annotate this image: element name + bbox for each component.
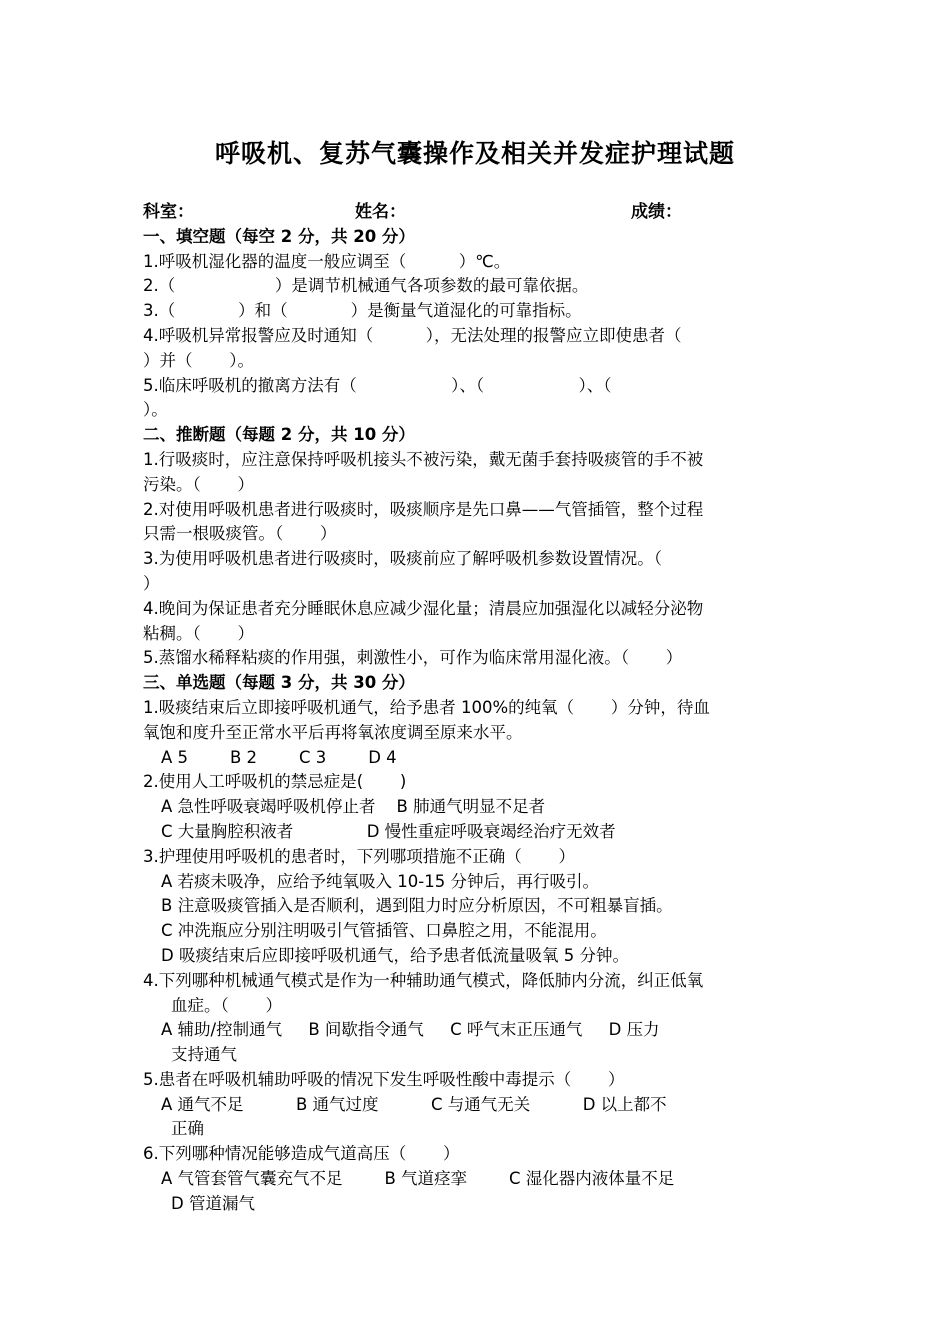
text-line: A 5 B 2 C 3 D 4: [161, 747, 397, 767]
text-line: D 吸痰结束后应即接呼吸机通气，给予患者低流量吸氧 5 分钟。: [161, 945, 629, 965]
text-line: 3.为使用呼吸机患者进行吸痰时，吸痰前应了解呼吸机参数设置情况。（: [143, 549, 662, 569]
exam-header: [143, 200, 813, 225]
text-line: A 通气不足 B 通气过度 C 与通气无关 D 以上都不: [161, 1094, 667, 1114]
text-line: D 管道漏气: [171, 1193, 255, 1213]
text-line: 3.护理使用呼吸机的患者时，下列哪项措施不正确（ ）: [143, 846, 575, 866]
section-heading: 二、推断题（每题 2 分，共 10 分）: [143, 425, 415, 445]
text-line: A 急性呼吸衰竭呼吸机停止者 B 肺通气明显不足者: [161, 797, 546, 817]
text-line: 1.吸痰结束后立即接呼吸机通气，给予患者 100%的纯氧（ ）分钟，待血: [143, 697, 710, 717]
text-line: 5.患者在呼吸机辅助呼吸的情况下发生呼吸性酸中毒提示（ ）: [143, 1069, 625, 1089]
text-line: 2.（ ）是调节机械通气各项参数的最可靠依据。: [143, 276, 589, 296]
text-line: A 若痰未吸净，应给予纯氧吸入 10-15 分钟后，再行吸引。: [161, 871, 599, 891]
page-title: 呼吸机、复苏气囊操作及相关并发症护理试题: [214, 139, 735, 168]
text-line: 3.（ ）和（ ）是衡量气道湿化的可靠指标。: [143, 301, 582, 321]
text-line: B 注意吸痰管插入是否顺利，遇到阻力时应分析原因，不可粗暴盲插。: [161, 896, 673, 916]
text-line: 1.行吸痰时，应注意保持呼吸机接头不被污染，戴无菌手套持吸痰管的手不被: [143, 449, 704, 469]
text-line: 支持通气: [171, 1045, 237, 1065]
text-line: 氧饱和度升至正常水平后再将氧浓度调至原来水平。: [143, 722, 523, 742]
text-line: 2.使用人工呼吸机的禁忌症是( ): [143, 772, 407, 792]
text-line: 4.下列哪种机械通气模式是作为一种辅助通气模式，降低肺内分流，纠正低氧: [143, 970, 704, 990]
text-line: 2.对使用呼吸机患者进行吸痰时，吸痰顺序是先口鼻——气管插管，整个过程: [143, 499, 704, 519]
dept-label: 科室：: [143, 202, 194, 222]
text-line: 污染。（ ）: [143, 474, 254, 494]
text-line: ）: [143, 573, 160, 593]
name-label: 姓名：: [355, 202, 406, 222]
section-heading: 一、填空题（每空 2 分，共 20 分）: [143, 226, 415, 246]
text-line: ）并（ ）。: [143, 350, 254, 370]
text-line: 5.蒸馏水稀释粘痰的作用强，刺激性小，可作为临床常用湿化液。（ ）: [143, 648, 683, 668]
text-line: 粘稠。（ ）: [143, 623, 254, 643]
text-line: 4.呼吸机异常报警应及时通知（ ），无法处理的报警应立即使患者（: [143, 325, 682, 345]
text-line: 6.下列哪种情况能够造成气道高压（ ）: [143, 1144, 460, 1164]
text-line: C 大量胸腔积液者 D 慢性重症呼吸衰竭经治疗无效者: [161, 821, 616, 841]
text-line: C 冲洗瓶应分别注明吸引气管插管、口鼻腔之用，不能混用。: [161, 921, 607, 941]
text-line: A 气管套管气囊充气不足 B 气道痉挛 C 湿化器内液体量不足: [161, 1169, 675, 1189]
text-line: 只需一根吸痰管。（ ）: [143, 524, 337, 544]
score-label: 成绩：: [631, 202, 682, 222]
exam-content: [143, 200, 813, 1217]
question-list: [143, 225, 813, 1217]
text-line: 正确: [171, 1119, 204, 1139]
text-line: 4.晚间为保证患者充分睡眠休息应减少湿化量；清晨应加强湿化以减轻分泌物: [143, 598, 704, 618]
text-line: ）。: [143, 400, 168, 420]
section-heading: 三、单选题（每题 3 分，共 30 分）: [143, 673, 415, 693]
text-line: 5.临床呼吸机的撤离方法有（ ）、（ ）、（: [143, 375, 612, 395]
text-line: A 辅助/控制通气 B 间歇指令通气 C 呼气末正压通气 D 压力: [161, 1020, 660, 1040]
text-line: 血症。（ ）: [171, 995, 282, 1015]
text-line: 1.呼吸机湿化器的温度一般应调至（ ）℃。: [143, 251, 511, 271]
